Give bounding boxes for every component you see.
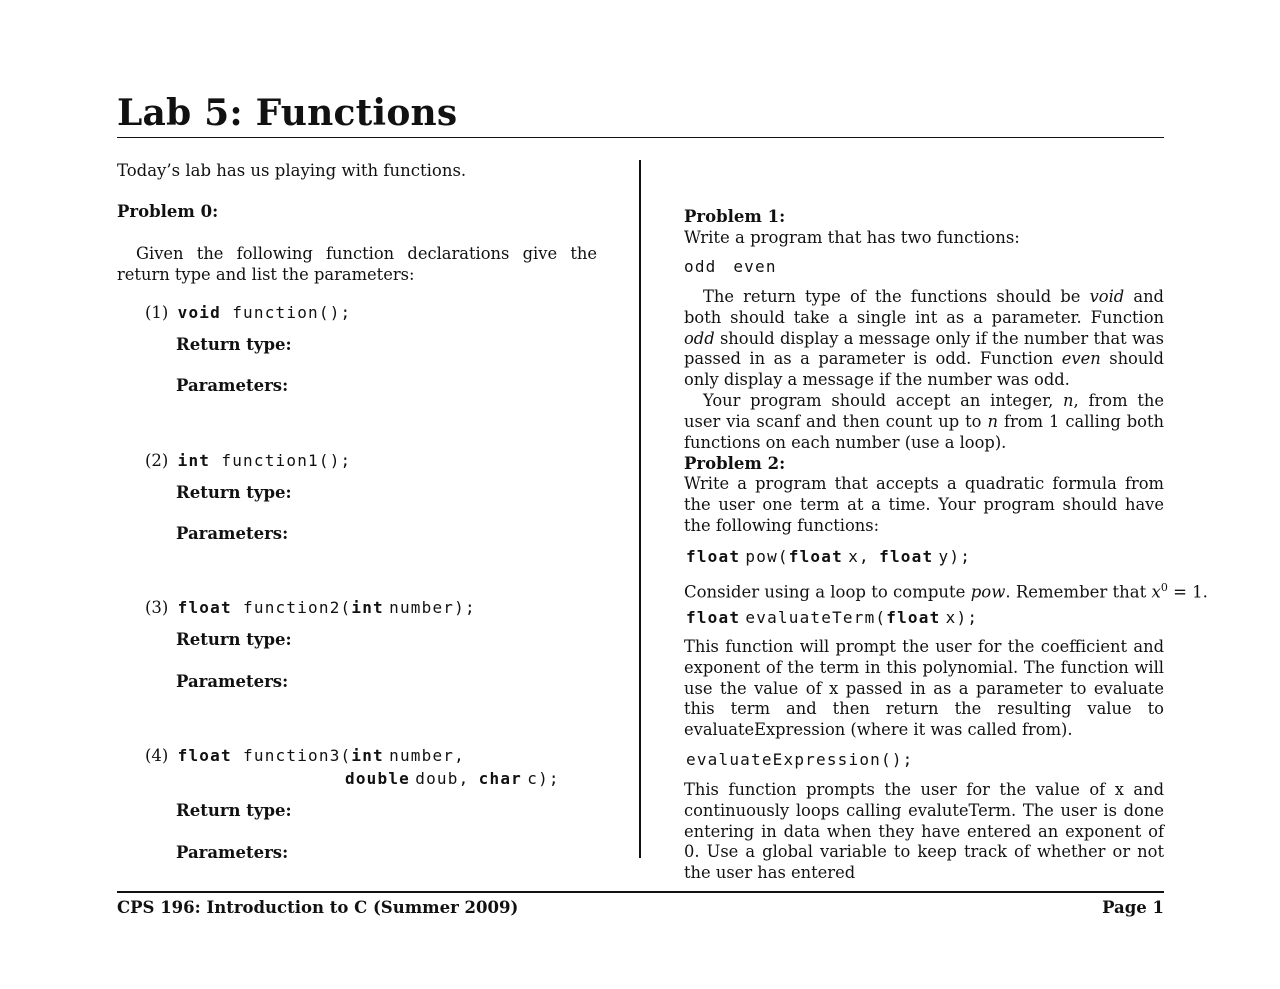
code-eval-term-param-type: float	[886, 608, 941, 627]
problem2-heading: Problem 2:	[684, 454, 786, 473]
code-pow-name: pow(	[745, 547, 789, 566]
code-eval-term-param-name: x);	[945, 608, 979, 627]
item3-number: (3)	[145, 598, 169, 617]
item4-params-label: Parameters:	[176, 843, 289, 862]
consider-exponent: 0	[1160, 581, 1168, 594]
problem1-intro: Write a program that has two functions:	[684, 228, 1020, 247]
p1-text2-a: Your program should accept an integer,	[703, 391, 1054, 410]
item4-number: (4)	[145, 746, 169, 765]
item3-declaration	[145, 597, 476, 618]
code-pow-param2-type: float	[879, 547, 934, 566]
intro-text: Today’s lab has us playing with functions.	[117, 161, 467, 180]
item4-param1-type: int	[351, 746, 384, 765]
item1-params-label: Parameters:	[176, 376, 289, 395]
problem1-paragraph2	[684, 391, 1164, 453]
p1-text-b: and both should take a single int as a parameter. Function	[684, 287, 1164, 327]
consider-text-a: Consider using a loop to compute	[684, 582, 966, 602]
item4-param1-name: number,	[389, 746, 465, 765]
p1-odd-word: odd	[684, 328, 715, 348]
title-rule	[117, 137, 1164, 138]
p1-text-a: The return type of the functions should be	[703, 287, 1081, 306]
page-title: Lab 5: Functions	[117, 92, 458, 134]
problem0-desc: Given the following function declarations give the return type and list the parameters:	[117, 244, 597, 284]
evaluate-expression-paragraph: This function prompts the user for the value of x and continuously loops calling evaluteTerm. The user is done entering in data when they have entered an exponent of 0. Use a global variable to keep track of whether or not the user has entered	[684, 780, 1164, 883]
code-evaluate-term	[686, 607, 978, 628]
p1-text2-c: from 1 calling both functions on each number (use a loop).	[684, 411, 1164, 452]
item4-keyword: float	[177, 746, 232, 765]
item4-param2-type: double	[345, 769, 410, 788]
item4-param2-name: doub,	[415, 769, 470, 788]
p1-text-c: should display a message only if the number that was passed in as a parameter is odd. Function	[684, 328, 1164, 369]
item1-return-label: Return type:	[176, 335, 292, 354]
p1-text-d: should only display a message if the number was odd.	[684, 349, 1164, 390]
p1-even-word: even	[1061, 349, 1101, 369]
evaluate-term-paragraph: This function will prompt the user for the coefficient and exponent of the term in this polynomial. The function will use the value of x passed in as a parameter to evaluate this term and then return the resulting value to evaluateExpression (where it was called from).	[684, 637, 1164, 740]
item3-param-name: number);	[389, 598, 476, 617]
item4-declaration	[145, 745, 465, 766]
item1-declaration	[145, 302, 351, 323]
p1-n-var: n	[1063, 391, 1074, 410]
consider-equals-one: = 1.	[1173, 582, 1208, 602]
p1-void-word: void	[1089, 287, 1125, 306]
item2-number: (2)	[145, 451, 169, 470]
problem1-paragraph	[684, 287, 1164, 391]
item2-signature: function1();	[221, 451, 352, 470]
item3-params-label: Parameters:	[176, 672, 289, 691]
item2-return-label: Return type:	[176, 483, 292, 502]
item3-signature: function2(	[243, 598, 352, 617]
footer-course: CPS 196: Introduction to C (Summer 2009)	[117, 898, 519, 917]
consider-pow-word: pow	[970, 582, 1006, 602]
problem1-heading: Problem 1:	[684, 207, 786, 226]
problem1-code: odd even	[684, 257, 777, 276]
item4-declaration-cont	[345, 768, 560, 789]
item2-keyword: int	[177, 451, 211, 470]
footer-rule	[117, 891, 1164, 893]
item1-signature: function();	[232, 303, 352, 322]
consider-text-b: . Remember that	[1005, 582, 1147, 602]
problem2-desc: Write a program that accepts a quadratic formula from the user one term at a time. Your program should have the following functions:	[684, 474, 1164, 535]
problem0-heading: Problem 0:	[117, 202, 219, 221]
item4-param3-type: char	[478, 769, 523, 788]
code-evaluate-expression: evaluateExpression();	[686, 750, 914, 769]
item3-param-type: int	[351, 598, 384, 617]
item2-params-label: Parameters:	[176, 524, 289, 543]
item4-param3-name: c);	[527, 769, 560, 788]
consider-x-var: x	[1151, 582, 1161, 602]
code-pow-param1-type: float	[788, 547, 843, 566]
item4-signature: function3(	[243, 746, 352, 765]
code-pow-return-type: float	[686, 547, 741, 566]
item1-keyword: void	[177, 303, 221, 322]
consider-pow-line	[684, 577, 1208, 603]
code-pow-param1-name: x,	[848, 547, 870, 566]
p1-n-var-2: n	[987, 411, 998, 431]
item1-number: (1)	[145, 303, 169, 322]
item3-return-label: Return type:	[176, 630, 292, 649]
p1-text2-b: , from the user via scanf and then count up to	[684, 391, 1164, 431]
code-pow-param2-name: y);	[938, 547, 972, 566]
item2-declaration	[145, 450, 351, 471]
code-eval-term-return-type: float	[686, 608, 741, 627]
code-pow	[686, 546, 971, 567]
item3-keyword: float	[177, 598, 232, 617]
column-divider	[639, 160, 641, 858]
code-eval-term-name: evaluateTerm(	[745, 608, 887, 627]
item4-return-label: Return type:	[176, 801, 292, 820]
footer-page-number: Page 1	[1102, 898, 1164, 917]
